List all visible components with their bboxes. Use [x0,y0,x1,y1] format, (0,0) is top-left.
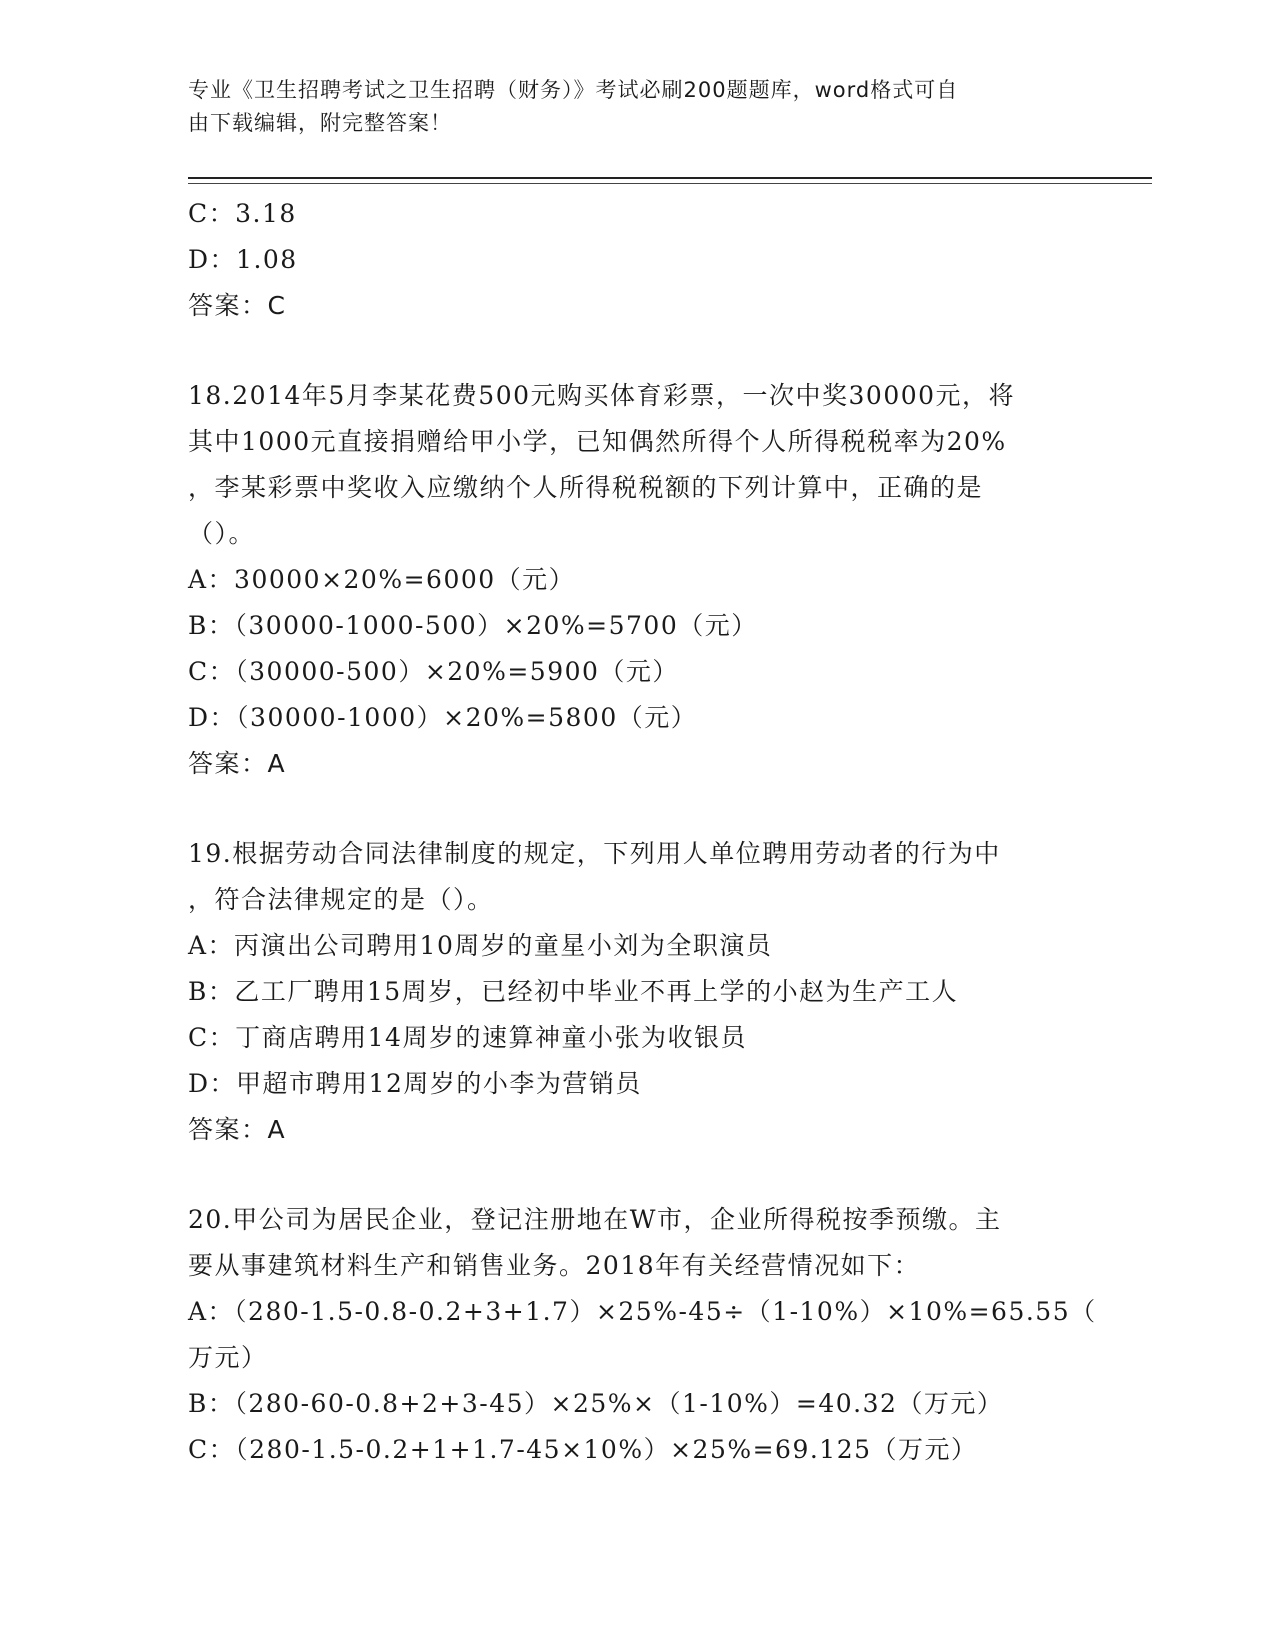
question-text-line: 18.2014年5月李某花费500元购买体育彩票，一次中奖30000元，将 [188,381,1016,410]
question-text-line: 其中1000元直接捐赠给甲小学，已知偶然所得个人所得税税率为20% [188,427,1007,456]
question-20 [188,1197,1097,1473]
question-18 [188,373,1088,787]
option-c: C：丁商店聘用14周岁的速算神童小张为收银员 [188,1023,747,1052]
option-a: A：（280-1.5-0.8-0.2+3+1.7）×25%-45÷（1-10%）×10%=65.55（ [188,1297,1097,1326]
question-text-line: ，符合法律规定的是（）。 [188,885,494,914]
header-line-1: 专业《卫生招聘考试之卫生招聘（财务）》考试必刷200题题库，word格式可自 [188,78,959,102]
option-c: C：（30000-500）×20%=5900（元） [188,657,679,686]
option-a-continued: 万元） [188,1343,268,1372]
option-d: D：甲超市聘用12周岁的小李为营销员 [188,1069,642,1098]
option-b: B：（280-60-0.8+2+3-45）×25%×（1-10%）=40.32（万元） [188,1389,1004,1418]
option-b: B：（30000-1000-500）×20%=5700（元） [188,611,758,640]
option-c: C：（280-1.5-0.2+1+1.7-45×10%）×25%=69.125（万元） [188,1435,978,1464]
question-17-tail [188,191,1088,329]
header-divider-thin [188,183,1152,184]
option-a: A：丙演出公司聘用10周岁的童星小刘为全职演员 [188,931,773,960]
answer: 答案：A [188,749,287,778]
question-text-line: （）。 [188,519,256,548]
question-text-line: 要从事建筑材料生产和销售业务。2018年有关经营情况如下： [188,1251,921,1280]
option-d: D：（30000-1000）×20%=5800（元） [188,703,698,732]
option-c: C：3.18 [188,199,297,228]
header-divider-thick [188,177,1152,179]
question-text-line: 20.甲公司为居民企业，登记注册地在W市，企业所得税按季预缴。主 [188,1205,1002,1234]
question-text-line: 19.根据劳动合同法律制度的规定，下列用人单位聘用劳动者的行为中 [188,839,1001,868]
option-b: B：乙工厂聘用15周岁，已经初中毕业不再上学的小赵为生产工人 [188,977,959,1006]
answer: 答案：A [188,1115,287,1144]
question-19 [188,831,1088,1153]
answer: 答案：C [188,291,287,320]
document-header [188,74,1068,140]
question-text-line: ，李某彩票中奖收入应缴纳个人所得税税额的下列计算中，正确的是 [188,473,984,502]
header-line-2: 由下载编辑，附完整答案！ [188,111,452,135]
option-a: A：30000×20%=6000（元） [188,565,576,594]
document-body [188,191,1097,1473]
option-d: D：1.08 [188,245,298,274]
